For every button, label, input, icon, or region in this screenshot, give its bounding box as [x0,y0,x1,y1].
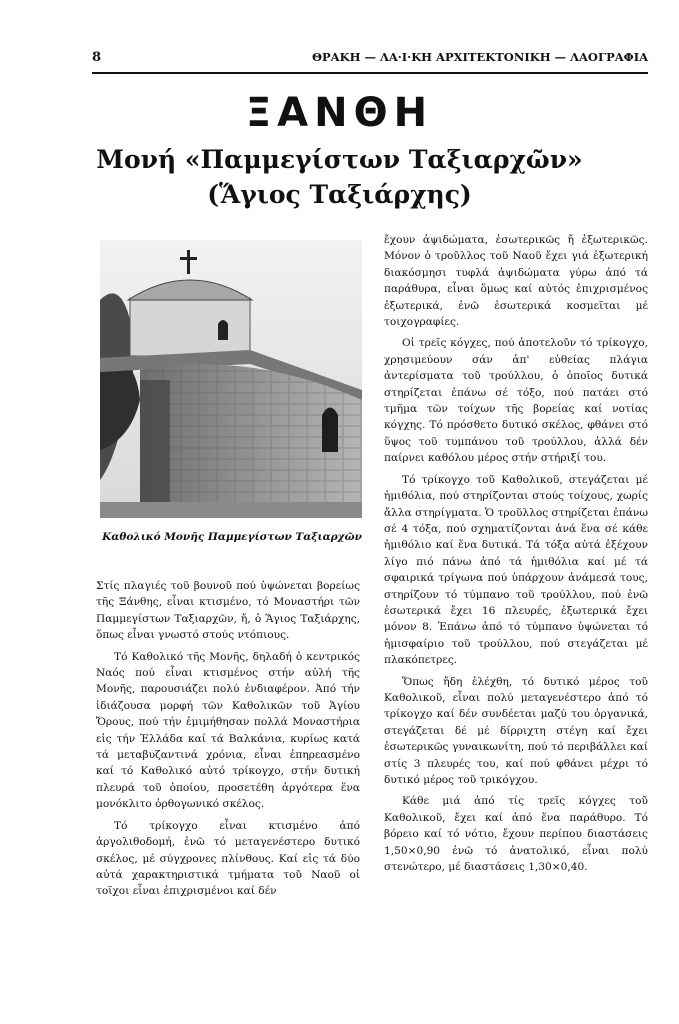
running-head: ΘΡΑΚΗ — ΛΑ·Ι·ΚΗ ΑΡΧΙΤΕΚΤΟΝΙΚΗ — ΛΑΟΓΡΑΦΙΑ [312,50,648,64]
page-number: 8 [92,50,102,65]
header-rule [92,72,648,74]
right-column [384,232,648,880]
church-photo [100,240,362,518]
article-title: Μονή «Παμμεγίστων Ταξιαρχῶν» [96,145,583,174]
paragraph: Στίς πλαγιές τοῦ βουνοῦ πού ὑψώνεται βορείως τῆς Ξάνθης, εἶναι κτισμένο, τό Μοναστήρι τῶν Παμμεγίστων Ταξιαρχῶν, ἤ, ὁ Ἅγιος Ταξιάρχης, ὅπως εἶναι γνωστό στούς ντόπιους. [96,580,360,642]
paragraph: Τό Καθολικό τῆς Μονῆς, δηλαδή ὁ κεντρικός Ναός πού εἶναι κτισμένος στήν αὐλή τῆς Μονῆς, παρουσιάζει πολύ ἐνδιαφέρον. Ἀπό τήν ἰδιάζουσα μορφή τῶν Καθολικῶν τοῦ Ἁγίου Ὄρους, πού τήν ἐμιμήθησαν πολλά Μοναστήρια εἰς τήν Ἑλλάδα καί τά Βαλκάνια, κυρίως κατά τά μεταβυζαντινά χρόνια, εἶναι ἐπηρεασμένο καί τό Καθολικό αὐτό τρίκογχο, στήν δυτική πλευρά τοῦ ὁποίου, προσετέθη ἀργότερα ἕνα μονόκλιτο ὀρθογωνικό σκέλος. [96,650,360,811]
paragraph: Κάθε μιά ἀπό τίς τρεῖς κόγχες τοῦ Καθολικοῦ, ἔχει καί ἀπό ἕνα παράθυρο. Τό βόρειο καί τό νότιο, ἔχουν περίπου διαστάσεις 1,50×0,90 ἐνῶ τό ἀνατολικό, εἶναι πολύ στενώτερο, μέ διαστάσεις 1,30×0,40. [384,795,648,874]
article-subtitle: (Ἅγιος Ταξιάρχης) [207,180,472,209]
paragraph: Ὅπως ἤδη ἐλέχθη, τό δυτικό μέρος τοῦ Καθολικοῦ, εἶναι πολύ μεταγενέστερο ἀπό τό τρίκογχο καί δέν συνδέεται μαζύ του ὀργανικά, στεγάζεται δέ μέ δίρριχτη στέγη καί ἔχει ἐσωτερικῶς γυναικωνίτη, πού τό περιβάλλει καί στίς 3 πλευρές του, καί πού φθάνει μέχρι τό δυτικό μέρος τοῦ τρικόγχου. [384,675,648,786]
paragraph: ἔχουν ἀψιδώματα, ἐσωτερικῶς ἤ ἐξωτερικῶς. Μόνον ὁ τροῦλλος τοῦ Ναοῦ ἔχει γιά ἐξωτερική διακόσμησι τυφλά ἀψιδώματα γύρω ἀπό τά παράθυρα, εἶναι ὅμως καί αὐτός ἐπιχρισμένος ἐξωτερικά, ἐνῶ ἐσωτερικά κοσμεῖται μέ τοιχογραφίες. [384,234,648,329]
photo-caption: Καθολικό Μονῆς Παμμεγίστων Ταξιαρχῶν [102,531,362,543]
place-title: ΞΑΝΘΗ [245,90,434,136]
paragraph: Τό τρίκογχο εἶναι κτισμένο ἀπό ἀργολιθοδομή, ἐνῶ τό μεταγενέστερο δυτικό σκέλος, μέ σύγχρονες πλίνθους. Καί εἰς τά δύο αὐτά χαρακτηριστικά τμήματα τοῦ Ναοῦ οἱ τοῖχοι εἶναι ἐπιχρισμένοι καί δέν [96,819,360,898]
paragraph: Οἱ τρεῖς κόγχες, πού ἀποτελοῦν τό τρίκογχο, χρησιμεύουν σάν ἀπ' εὐθείας πλάγια ἀντερίσματα τοῦ τρούλλου, ὁ ὁποῖος δυτικά στηρίζεται ἐπάνω σέ τόξο, πού πατάει στό τμῆμα τῶν τοίχων τῆς βορείας καί νοτίας κόγχης. Τό πρόσθετο δυτικό σκέλος, φθάνει στό ὕψος τοῦ τυμπάνου τοῦ τρούλλου, ἀλλά δέν παίρνει καθόλου μέρος στήν στήριξί του. [384,337,648,465]
page-header [92,50,648,72]
paragraph: Τό τρίκογχο τοῦ Καθολικοῦ, στεγάζεται μέ ἡμιθόλια, πού στηρίζονται στούς τοίχους, χωρίς ἄλλα στηρίγματα. Ὁ τροῦλλος στηρίζεται ἐπάνω σέ 4 τόξα, πού σχηματίζονται ἀνά ἕνα σέ κάθε ἡμιθόλιο καί ἕνα δυτικά. Τά τόξα αὐτά ἐξέχουν λίγο πιό πάνω ἀπό τά ἡμιθόλια καί μέ τά σφαιρικά τρίγωνα πού ὑπάρχουν ἀνάμεσά τους, στηρίζουν τό τύμπανο τοῦ τρούλλου, πού ἐνῶ ἐσωτερικά ἔχει 16 πλευρές, ἐξωτερικά ἔχει μόνον 8. Ἐπάνω ἀπό τό τύμπανο ὑψώνεται τό ἡμισφαίριο τοῦ τρούλλου, πού στεγάζεται μέ πλακόπετρες. [384,473,648,667]
left-column [96,578,360,905]
